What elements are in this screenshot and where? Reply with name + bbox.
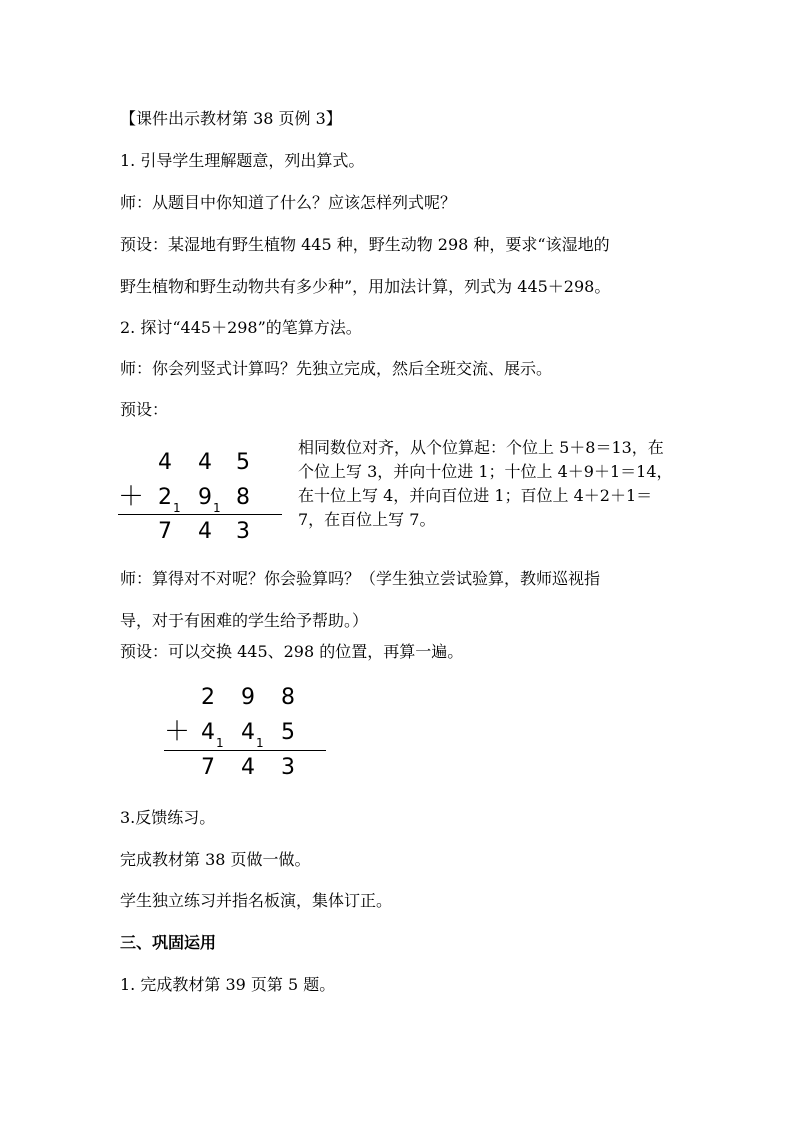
line-courseware-heading: 【课件出示教材第 38 页例 3】 [120,109,342,128]
line-step-3: 3.反馈练习。 [120,808,216,827]
line-teacher-verify-b: 导，对于有困难的学生给予帮助。） [120,611,369,630]
line-practice-1: 完成教材第 38 页做一做。 [120,850,311,869]
line-practice-2: 学生独立练习并指名板演，集体订正。 [120,891,393,910]
calc2-result-ones: 3 [281,755,295,780]
line-preset-1b: 野生植物和野生动物共有多少种”，用加法计算，列式为 445＋298。 [120,277,611,296]
calc1-sum-line [118,514,282,515]
calc2-result-hundreds: 7 [201,755,215,780]
line-teacher-question-2: 师：你会列竖式计算吗？先独立完成，然后全班交流、展示。 [120,359,553,378]
calc1-top-ones: 5 [236,450,250,475]
line-teacher-verify [120,558,680,642]
calc2-bottom-tens: 4 [241,720,255,745]
line-consolidate-1: 1. 完成教材第 39 页第 5 题。 [120,975,336,994]
line-preset-2: 预设： [120,400,169,419]
calc1-result-ones: 3 [236,519,250,544]
calc2-carry-hundreds: 1 [216,736,224,750]
calc2-carry-tens: 1 [256,736,264,750]
line-preset-3: 预设：可以交换 445、298 的位置，再算一遍。 [120,642,464,661]
calc1-top-hundreds: 4 [158,450,172,475]
calc1-bottom-hundreds: 2 [158,485,172,510]
calc1-plus-sign: ＋ [118,482,145,512]
calc1-result-hundreds: 7 [158,519,172,544]
calc2-sum-line [164,750,326,751]
calc2-top-ones: 8 [281,685,295,710]
calc2-result-tens: 4 [241,755,255,780]
calc1-result-tens: 4 [198,519,212,544]
calc1-bottom-tens: 9 [198,485,212,510]
line-step-1: 1. 引导学生理解题意，列出算式。 [120,151,365,170]
calc2-bottom-hundreds: 4 [201,720,215,745]
line-teacher-question-1: 师：从题目中你知道了什么？应该怎样列式呢？ [120,193,457,212]
calc2-top-tens: 9 [241,685,255,710]
line-step-2: 2. 探讨“445＋298”的笔算方法。 [120,318,362,337]
explanation-text: 相同数位对齐，从个位算起：个位上 5＋8＝13，在个位上写 3，并向十位进 1；十位上 4＋9＋1＝14，在十位上写 4，并向百位进 1；百位上 4＋2＋1＝7，在百位上写 7。 [298,438,673,529]
calc1-top-tens: 4 [198,450,212,475]
calc2-top-hundreds: 2 [201,685,215,710]
calc1-bottom-ones: 8 [236,485,250,510]
calc1-carry-hundreds: 1 [173,501,181,515]
calc2-plus-sign: ＋ [164,717,191,747]
section-heading-consolidate: 三、巩固运用 [120,933,217,952]
calc2-bottom-ones: 5 [281,720,295,745]
line-teacher-verify-a: 师：算得对不对呢？你会验算吗？（学生独立尝试验算，教师巡视指 [120,569,601,588]
line-preset-1a: 预设：某湿地有野生植物 445 种，野生动物 298 种，要求“该湿地的 [120,235,610,254]
calc1-carry-tens: 1 [213,501,221,515]
